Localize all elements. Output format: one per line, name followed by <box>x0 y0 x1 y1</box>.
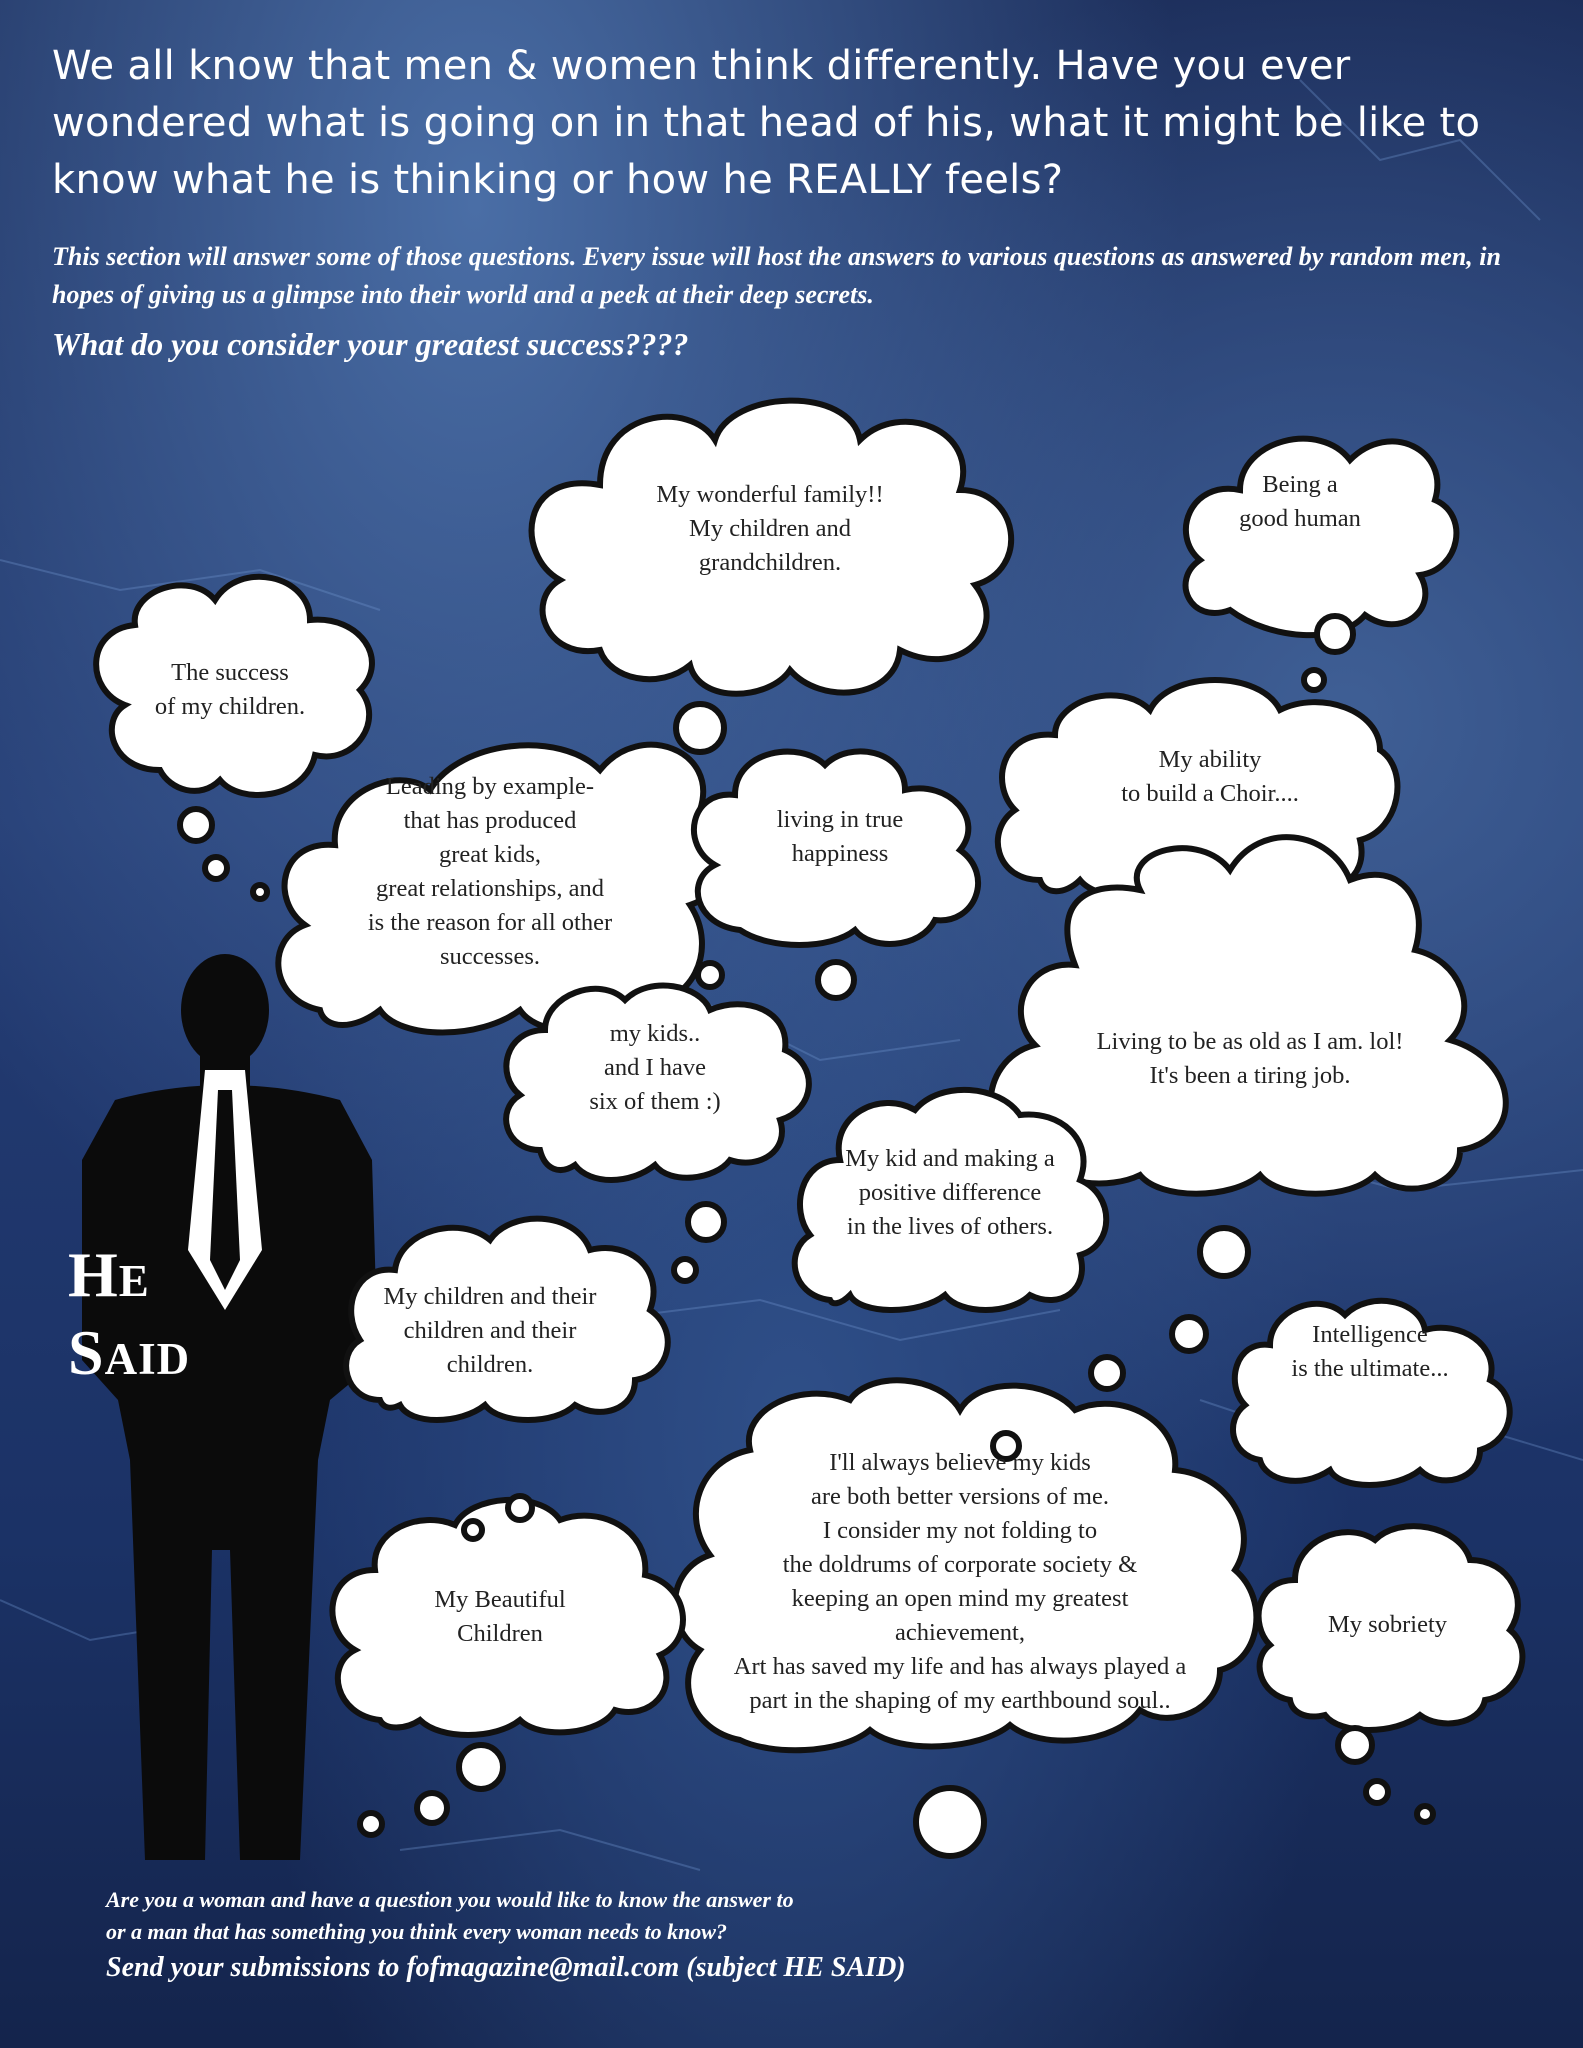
answer-good-human: Being a good human <box>1239 471 1361 532</box>
intro-paragraph: We all know that men & women think differently. Have you ever wondered what is going on in that head of his, what it might be like to know what he is thinking or how he REALLY feels? <box>52 43 1481 203</box>
section-title-line1: He <box>68 1239 150 1310</box>
answer-kid-difference: My kid and making a positive difference in the lives of others. <box>845 1145 1055 1240</box>
answer-six-kids: my kids.. and I have six of them :) <box>589 1020 721 1115</box>
answer-grandchildren: My children and their children and their children. <box>383 1283 597 1378</box>
answer-intelligence: Intelligence is the ultimate... <box>1291 1321 1449 1382</box>
section-title <box>68 1236 190 1392</box>
submission-footer <box>106 1884 906 1988</box>
footer-line1: Are you a woman and have a question you would like to know the answer to <box>106 1887 794 1912</box>
section-description: This section will answer some of those questions. Every issue will host the answers to various questions as answered by random men, in hopes of giving us a glimpse into their world and a peek at their deep secrets. <box>52 242 1501 309</box>
answer-beautiful-children: My Beautiful Children <box>434 1586 566 1647</box>
footer-submission-line: Send your submissions to fofmagazine@mail.com (subject HE SAID) <box>106 1952 906 1983</box>
question-heading: What do you consider your greatest success???? <box>52 326 689 362</box>
answer-art: I'll always believe my kids are both better versions of me. I consider my not folding to the doldrums of corporate society & keeping an open mind my greatest achievement, Art has saved my life and has always played a part in the shaping of my earthbound soul.. <box>733 1449 1187 1714</box>
answer-leading-example: Leading by example- that has produced great kids, great relationships, and is the reason for all other successes. <box>367 773 613 970</box>
man-silhouette <box>82 954 378 1860</box>
section-title-line2: Said <box>68 1317 191 1388</box>
answer-true-happiness: living in true happiness <box>776 806 904 867</box>
answer-old-age: Living to be as old as I am. lol! It's been a tiring job. <box>1096 1028 1404 1089</box>
answer-choir: My ability to build a Choir.... <box>1121 746 1299 807</box>
answer-family: My wonderful family!! My children and grandchildren. <box>656 481 884 576</box>
answer-success-children: The success of my children. <box>154 659 306 720</box>
footer-line2: or a man that has something you think every woman needs to know? <box>106 1919 727 1944</box>
answer-sobriety: My sobriety <box>1327 1611 1448 1638</box>
